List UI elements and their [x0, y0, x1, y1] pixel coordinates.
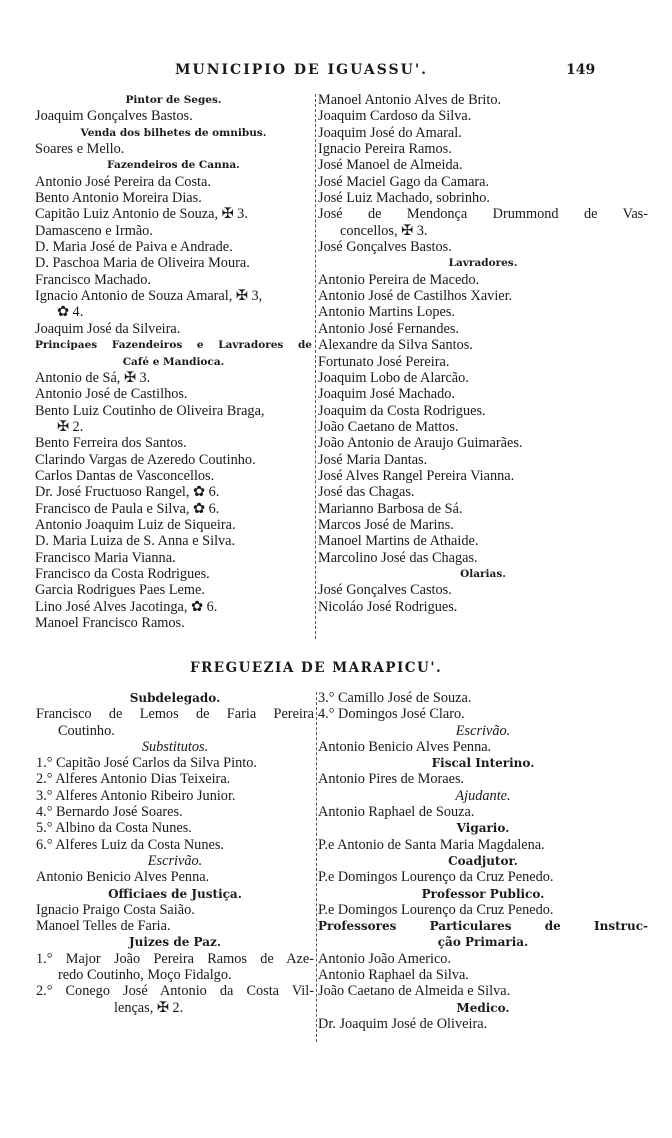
list-entry: 6.° Alferes Luiz da Costa Nunes.	[36, 836, 224, 853]
list-entry: Joaquim José Machado.	[318, 386, 455, 403]
list-entry-continuation: Coutinho.	[58, 722, 115, 739]
list-entry: Dr. José Fructuoso Rangel, ✿ 6.	[35, 484, 220, 501]
list-entry: 4.° Bernardo José Soares.	[36, 804, 183, 821]
list-entry: P.e Domingos Lourenço da Cruz Penedo.	[318, 901, 554, 918]
subheading: Lavradores.	[448, 257, 518, 270]
list-entry: Antonio Joaquim Luiz de Siqueira.	[35, 516, 236, 533]
list-entry: Joaquim da Costa Rodrigues.	[318, 402, 486, 419]
list-entry: Marianno Barbosa de Sá.	[318, 500, 463, 517]
list-entry-continuation: redo Coutinho, Moço Fidalgo.	[58, 967, 232, 984]
list-entry: Antonio José de Castilhos.	[35, 386, 188, 403]
subheading: Café e Mandioca.	[122, 355, 225, 368]
list-entry: Clarindo Vargas de Azeredo Coutinho.	[35, 451, 256, 468]
list-entry: Alexandre da Silva Santos.	[318, 337, 473, 354]
section-title: FREGUEZIA DE MARAPICU'.	[190, 660, 443, 676]
list-entry: 3.° Camillo José de Souza.	[318, 690, 472, 706]
list-entry: João Caetano de Almeida e Silva.	[318, 983, 511, 1000]
running-title: MUNICIPIO DE IGUASSU'.	[175, 62, 429, 78]
list-entry: Antonio Pereira de Macedo.	[318, 271, 480, 288]
list-entry: Joaquim Lobo de Alarcão.	[318, 369, 469, 386]
subheading: Professores Particulares de Instruc-	[318, 919, 648, 934]
list-entry: 4.° Domingos José Claro.	[318, 706, 465, 723]
list-entry: Bento Luiz Coutinho de Oliveira Braga,	[35, 402, 265, 419]
list-entry: 3.° Alferes Antonio Ribeiro Junior.	[36, 787, 236, 804]
list-entry: Antonio Benicio Alves Penna.	[318, 738, 492, 755]
list-entry: José Alves Rangel Pereira Vianna.	[318, 467, 515, 484]
list-entry: João Caetano de Mattos.	[318, 418, 459, 435]
subheading: Fiscal Interino.	[431, 756, 535, 771]
list-entry: Francisco de Paula e Silva, ✿ 6.	[35, 500, 220, 517]
column-top-left	[35, 92, 312, 631]
subheading: Professor Publico.	[421, 886, 545, 901]
list-entry: 5.° Albino da Costa Nunes.	[36, 820, 192, 837]
subheading: Juizes de Paz.	[128, 935, 221, 950]
list-entry: 1.° Major João Pereira Ramos de Aze-	[36, 950, 314, 967]
list-entry: D. Paschoa Maria de Oliveira Moura.	[35, 255, 250, 272]
subheading: Subdelegado.	[129, 691, 221, 705]
list-entry: Garcia Rodrigues Paes Leme.	[35, 582, 205, 599]
subheading: Medico.	[456, 1000, 510, 1015]
list-entry: José Manoel de Almeida.	[318, 157, 463, 174]
list-entry: P.e Antonio de Santa Maria Magdalena.	[318, 836, 545, 853]
list-entry: Manoel Telles de Faria.	[36, 918, 171, 935]
list-entry: 2.° Conego José Antonio da Costa Vil-	[36, 983, 314, 1000]
list-entry: Antonio Benicio Alves Penna.	[36, 869, 210, 886]
list-entry: Antonio João Americo.	[318, 950, 452, 967]
list-entry: Marcolino José das Chagas.	[318, 549, 478, 566]
list-entry: Fortunato José Pereira.	[318, 353, 450, 370]
list-entry: José Gonçalves Bastos.	[318, 239, 452, 256]
subheading: ção Primaria.	[437, 935, 529, 950]
list-entry: Antonio José Fernandes.	[318, 320, 459, 337]
italic-subheading: Ajudante.	[455, 787, 511, 804]
list-entry: Capitão Luiz Antonio de Souza, ✠ 3.	[35, 206, 248, 223]
list-entry: José de Mendonça Drummond de Vas-	[318, 206, 648, 223]
list-entry: Damasceno e Irmão.	[35, 222, 153, 239]
subheading: Coadjutor.	[448, 853, 518, 868]
list-entry: Soares e Mello.	[35, 141, 125, 158]
subheading: Venda dos bilhetes de omnibus.	[80, 126, 267, 139]
italic-subheading: Escrivão.	[455, 722, 511, 739]
list-entry: Joaquim Gonçalves Bastos.	[35, 108, 193, 125]
list-entry: Ignacio Praigo Costa Saião.	[36, 901, 195, 918]
list-entry: D. Maria José de Paiva e Andrade.	[35, 239, 233, 256]
list-entry: Joaquim José do Amaral.	[318, 124, 462, 141]
list-entry: José Maciel Gago da Camara.	[318, 173, 490, 190]
list-entry: Antonio José de Castilhos Xavier.	[318, 288, 513, 305]
list-entry: Bento Ferreira dos Santos.	[35, 435, 187, 452]
list-entry: 2.° Alferes Antonio Dias Teixeira.	[36, 771, 231, 788]
list-entry: Manoel Francisco Ramos.	[35, 615, 185, 631]
list-entry: Antonio de Sá, ✠ 3.	[35, 369, 151, 386]
list-entry-continuation: ✿ 4.	[57, 304, 84, 321]
list-entry: Francisco de Lemos de Faria Pereira	[36, 706, 314, 723]
list-entry: Ignacio Antonio de Souza Amaral, ✠ 3,	[35, 288, 263, 305]
list-entry: Manoel Antonio Alves de Brito.	[318, 92, 502, 108]
list-entry: Nicoláo José Rodrigues.	[318, 598, 458, 615]
list-entry: Antonio Raphael de Souza.	[318, 804, 475, 821]
list-entry: Marcos José de Marins.	[318, 516, 454, 533]
list-entry: P.e Domingos Lourenço da Cruz Penedo.	[318, 869, 554, 886]
column-divider	[316, 692, 317, 1042]
subheading: Principaes Fazendeiros e Lavradores de	[35, 339, 312, 352]
subheading: Vigario.	[456, 821, 510, 836]
list-entry: João Antonio de Araujo Guimarães.	[318, 435, 523, 452]
list-entry: José Maria Dantas.	[318, 451, 428, 468]
list-entry-continuation: lenças, ✠ 2.	[114, 999, 184, 1016]
list-entry: Bento Antonio Moreira Dias.	[35, 190, 202, 207]
list-entry: D. Maria Luiza de S. Anna e Silva.	[35, 533, 236, 550]
list-entry: Antonio Martins Lopes.	[318, 304, 456, 321]
list-entry: Antonio Pires de Moraes.	[318, 771, 465, 788]
list-entry: Carlos Dantas de Vasconcellos.	[35, 467, 215, 484]
list-entry: Antonio Raphael da Silva.	[318, 967, 469, 984]
list-entry: Francisco Maria Vianna.	[35, 549, 176, 566]
subheading: Pintor de Seges.	[125, 94, 222, 106]
list-entry: Joaquim Cardoso da Silva.	[318, 108, 472, 125]
subheading: Officiaes de Justiça.	[108, 886, 242, 901]
list-entry: José Gonçalves Castos.	[318, 582, 452, 599]
list-entry-continuation: concellos, ✠ 3.	[340, 222, 428, 239]
list-entry: Antonio José Pereira da Costa.	[35, 173, 211, 190]
column-divider	[315, 94, 316, 639]
italic-subheading: Substitutos.	[141, 738, 209, 755]
list-entry: 1.° Capitão José Carlos da Silva Pinto.	[36, 755, 257, 772]
list-entry: José das Chagas.	[318, 484, 415, 501]
list-entry: Francisco da Costa Rodrigues.	[35, 565, 210, 582]
list-entry: Joaquim José da Silveira.	[35, 320, 181, 337]
column-bottom-left	[36, 690, 314, 1016]
list-entry: Ignacio Pereira Ramos.	[318, 141, 452, 158]
subheading: Olarias.	[460, 567, 506, 580]
subheading: Fazendeiros de Canna.	[107, 159, 240, 172]
list-entry: Francisco Machado.	[35, 271, 151, 288]
list-entry: Dr. Joaquim José de Oliveira.	[318, 1015, 488, 1032]
list-entry: José Luiz Machado, sobrinho.	[318, 190, 490, 207]
italic-subheading: Escrivão.	[147, 852, 203, 869]
list-entry: Manoel Martins de Athaide.	[318, 533, 479, 550]
page-number: 149	[566, 62, 596, 78]
list-entry: Lino José Alves Jacotinga, ✿ 6.	[35, 598, 218, 615]
list-entry-continuation: ✠ 2.	[57, 418, 84, 435]
column-bottom-right	[318, 690, 648, 1032]
running-header	[0, 62, 672, 84]
column-top-right	[318, 92, 648, 615]
